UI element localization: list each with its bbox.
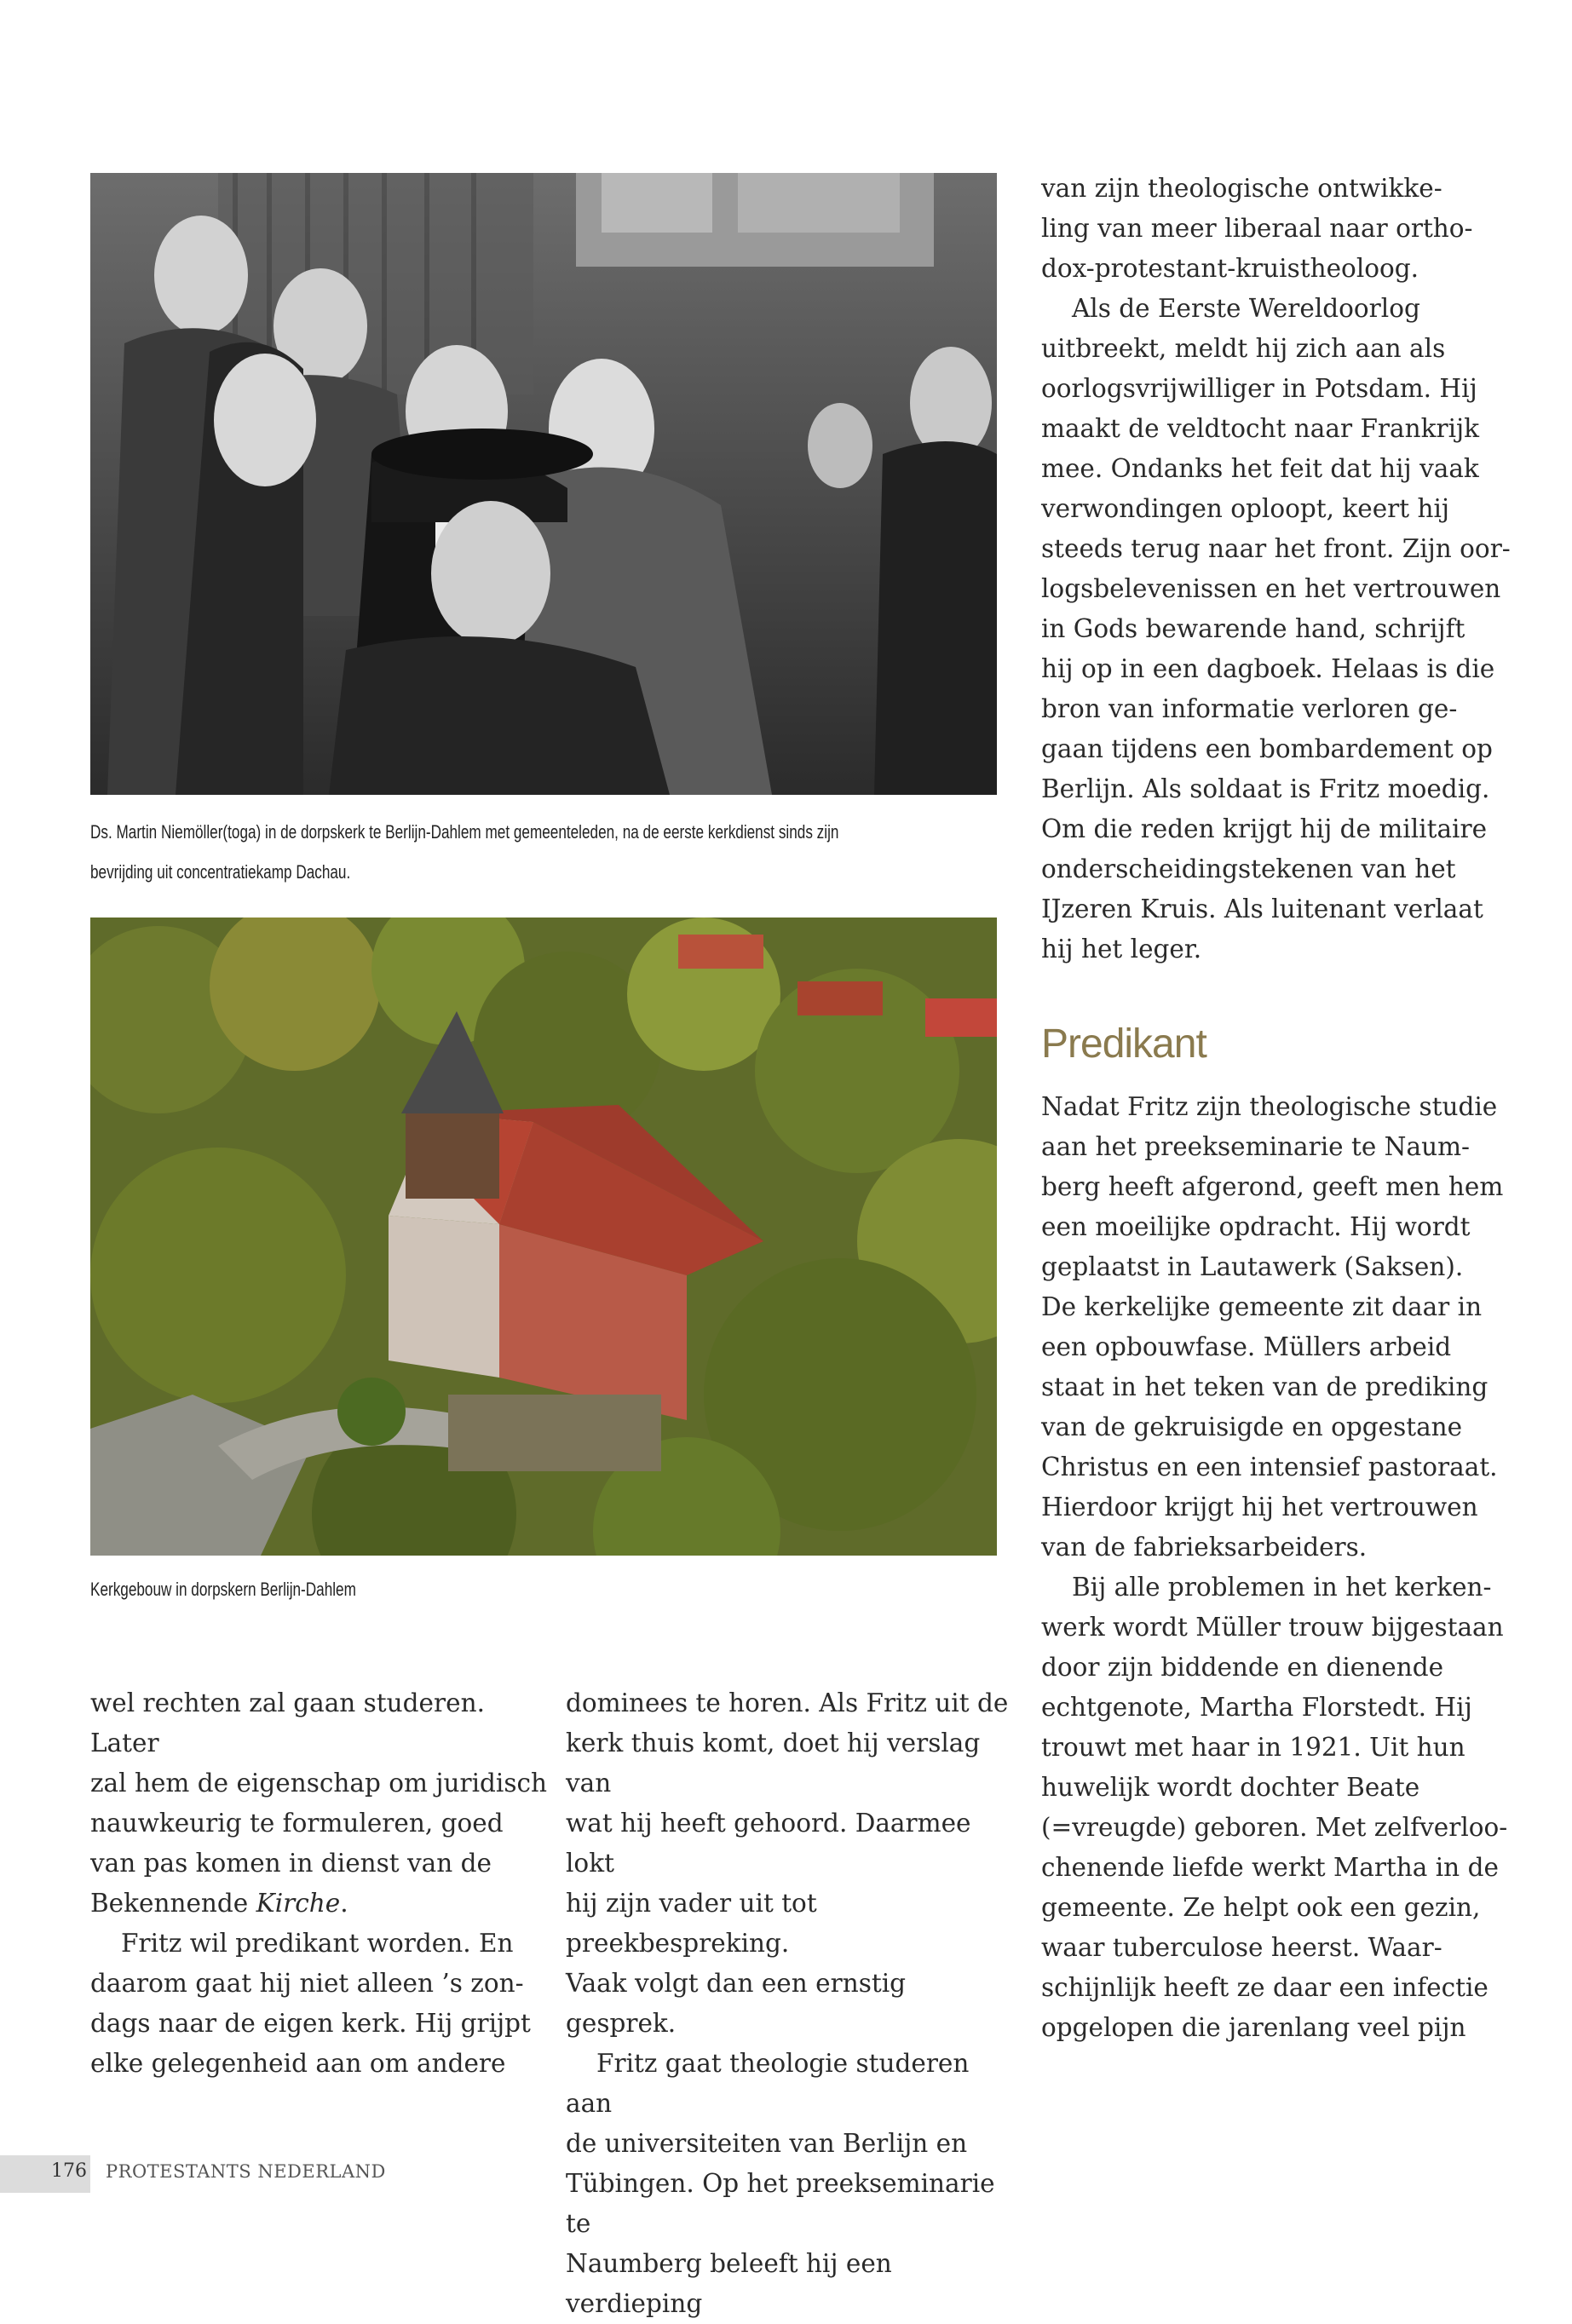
col3-line: steeds terug naar het front. Zijn oor- — [1041, 534, 1511, 563]
col1-line: van pas komen in dienst van de — [90, 1849, 492, 1878]
col1-line: nauwkeurig te formuleren, goed — [90, 1809, 504, 1838]
photo2-caption: Kerkgebouw in dorpskern Berlijn-Dahlem — [90, 1579, 356, 1600]
col3-line: trouwt met haar in 1921. Uit hun — [1041, 1733, 1465, 1762]
col3-line: Om die reden krijgt hij de militaire — [1041, 814, 1488, 843]
col3-line: Bij alle problemen in het kerken- — [1072, 1573, 1492, 1602]
col3-line: Als de Eerste Wereldoorlog — [1072, 294, 1420, 323]
col1-line: dags naar de eigen kerk. Hij grijpt — [90, 2009, 531, 2038]
col1-line: elke gelegenheid aan om andere — [90, 2049, 506, 2078]
col3-line: Christus en een intensief pastoraat. — [1041, 1452, 1498, 1481]
col3-line: staat in het teken van de prediking — [1041, 1372, 1489, 1401]
col1-period: . — [340, 1889, 348, 1918]
publication-name: PROTESTANTS NEDERLAND — [106, 2161, 386, 2182]
col3-line: van de fabrieksarbeiders. — [1041, 1533, 1368, 1562]
col3-line: ling van meer liberaal naar ortho- — [1041, 214, 1473, 243]
col3-line: geplaatst in Lautawerk (Saksen). — [1041, 1252, 1464, 1281]
photo-niemoller-illustration — [90, 173, 997, 795]
col2-line: wat hij heeft gehoord. Daarmee lokt — [566, 1809, 971, 1878]
col3-line: Nadat Fritz zijn theologische studie — [1041, 1092, 1498, 1121]
col3-line: gemeente. Ze helpt ook een gezin, — [1041, 1893, 1481, 1922]
col1-line: Fritz wil predikant worden. En — [121, 1929, 514, 1958]
col3-line: huwelijk wordt dochter Beate — [1041, 1773, 1420, 1802]
col2-line: de universiteiten van Berlijn en — [566, 2129, 968, 2158]
col3-line: een opbouwfase. Müllers arbeid — [1041, 1332, 1452, 1361]
body-column-2 — [566, 1683, 1009, 2324]
col3-line: van de gekruisigde en opgestane — [1041, 1412, 1463, 1441]
section-heading-predikant: Predikant — [1041, 1021, 1206, 1067]
col3-line: (=vreugde) geboren. Met zelfverloo- — [1041, 1813, 1508, 1842]
col3-line: maakt de veldtocht naar Frankrijk — [1041, 414, 1480, 443]
col2-line: Vaak volgt dan een ernstig gesprek. — [566, 1969, 907, 2038]
photo-niemoller-congregation — [90, 173, 997, 795]
photo-church-dahlem — [90, 918, 997, 1556]
col3-line: echtgenote, Martha Florstedt. Hij — [1041, 1693, 1472, 1722]
col3-line: onderscheidingstekenen van het — [1041, 854, 1456, 883]
col3-line: hij op in een dagboek. Helaas is die — [1041, 654, 1495, 683]
col1-line: zal hem de eigenschap om juridisch — [90, 1769, 547, 1798]
col3-line: IJzeren Kruis. Als luitenant verlaat — [1041, 895, 1483, 923]
col3-line: chenende liefde werkt Martha in de — [1041, 1853, 1499, 1882]
col3-line: Hierdoor krijgt hij het vertrouwen — [1041, 1493, 1478, 1522]
col3-line: door zijn biddende en dienende — [1041, 1653, 1444, 1682]
body-column-3-top — [1041, 169, 1552, 969]
col3-line: werk wordt Müller trouw bijgestaan — [1041, 1613, 1504, 1642]
col3-line: De kerkelijke gemeente zit daar in — [1041, 1292, 1483, 1321]
col2-line: Fritz gaat theologie studeren aan — [566, 2049, 970, 2118]
col1-italic-kirche: Kirche — [256, 1889, 341, 1918]
col3-line: oorlogsvrijwilliger in Potsdam. Hij — [1041, 374, 1477, 403]
col1-line: daarom gaat hij niet alleen ’s zon- — [90, 1969, 524, 1998]
col2-line: Tübingen. Op het preekseminarie te — [566, 2169, 995, 2238]
col2-line: Naumberg beleeft hij een verdieping — [566, 2249, 892, 2318]
col3-line: schijnlijk heeft ze daar een infectie — [1041, 1973, 1489, 2002]
body-column-3-bottom — [1041, 1087, 1552, 2048]
col1-line — [90, 1884, 550, 1924]
col3-line: mee. Ondanks het feit dat hij vaak — [1041, 454, 1479, 483]
col3-line: verwondingen oploopt, keert hij — [1041, 494, 1450, 523]
photo1-caption-line1: Ds. Martin Niemöller(toga) in de dorpskerk te Berlijn-Dahlem met gemeenteleden, na de eerste kerkdienst sinds zijn — [90, 821, 839, 843]
col2-line: kerk thuis komt, doet hij verslag van — [566, 1729, 981, 1798]
photo1-caption-line2: bevrijding uit concentratiekamp Dachau. — [90, 861, 351, 883]
col2-line: dominees te horen. Als Fritz uit de — [566, 1688, 1009, 1717]
col3-line: een moeilijke opdracht. Hij wordt — [1041, 1212, 1471, 1241]
body-column-1 — [90, 1683, 550, 2084]
col3-line: dox-protestant-kruistheoloog. — [1041, 254, 1419, 283]
col3-line: uitbreekt, meldt hij zich aan als — [1041, 334, 1446, 363]
col3-line: logsbelevenissen en het vertrouwen — [1041, 574, 1501, 603]
col3-line: gaan tijdens een bombardement op — [1041, 734, 1493, 763]
col3-line: Berlijn. Als soldaat is Fritz moedig. — [1041, 774, 1490, 803]
col3-line: waar tuberculose heerst. Waar- — [1041, 1933, 1442, 1962]
col3-line: berg heeft afgerond, geeft men hem — [1041, 1172, 1504, 1201]
col3-line: aan het preekseminarie te Naum- — [1041, 1132, 1471, 1161]
col3-line: van zijn theologische ontwikke- — [1041, 174, 1442, 203]
col1-line: wel rechten zal gaan studeren. Later — [90, 1688, 485, 1757]
col3-line: hij het leger. — [1041, 935, 1202, 964]
col3-line: opgelopen die jarenlang veel pijn — [1041, 2013, 1466, 2042]
photo-church-illustration — [90, 918, 997, 1556]
page-number: 176 — [51, 2160, 87, 2182]
col2-line: hij zijn vader uit tot preekbespreking. — [566, 1889, 817, 1958]
col1-text: Bekennende — [90, 1889, 256, 1918]
col3-line: bron van informatie verloren ge- — [1041, 694, 1458, 723]
col3-line: in Gods bewarende hand, schrijft — [1041, 614, 1465, 643]
